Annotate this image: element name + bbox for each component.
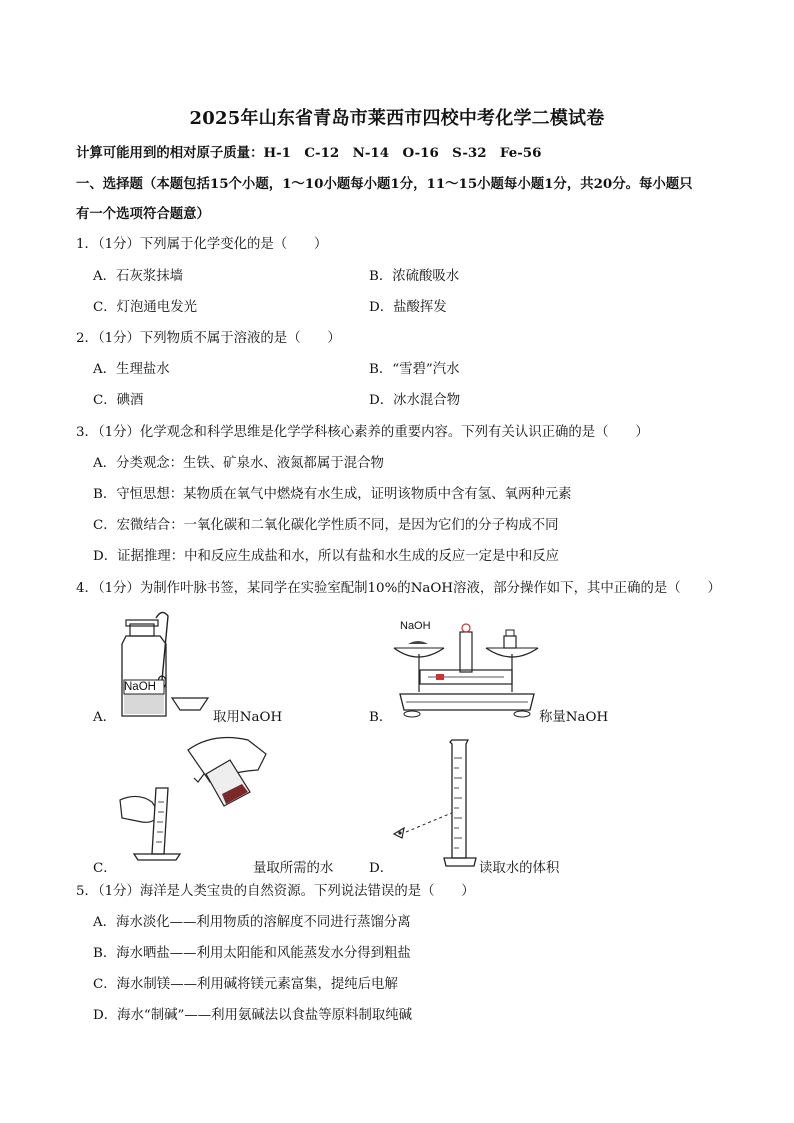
q2-option-a: A．生理盐水 — [93, 362, 170, 377]
section-heading-line2: 有一个选项符合题意） — [76, 206, 210, 222]
q5-option-a: A．海水淡化——利用物质的溶解度不同进行蒸馏分离 — [93, 915, 411, 930]
q3-option-c: C．宏微结合：一氧化碳和二氧化碳化学性质不同，是因为它们的分子构成不同 — [93, 518, 559, 533]
q4-option-d-caption: 读取水的体积 — [479, 861, 560, 876]
q5-option-d: D．海水“制碱”——利用氨碱法以食盐等原料制取纯碱 — [93, 1008, 413, 1023]
q4-option-d-letter: D． — [369, 861, 394, 876]
q3-stem: 3．（1分）化学观念和科学思维是化学学科核心素养的重要内容。下列有关认识正确的是（ ） — [76, 425, 649, 440]
q4-option-a-caption: 取用NaOH — [213, 710, 283, 725]
q4-option-b-letter: B． — [369, 710, 393, 725]
q4-option-a-letter: A． — [93, 710, 117, 725]
q1-stem: 1．（1分）下列属于化学变化的是（ ） — [76, 237, 328, 252]
pouring-water-illustration — [118, 730, 268, 870]
q1-option-c: C．灯泡通电发光 — [93, 300, 197, 315]
q2-option-c: C．碘酒 — [93, 393, 144, 408]
q1-option-a: A．石灰浆抹墙 — [93, 269, 184, 284]
q5-option-c: C．海水制镁——利用碱将镁元素富集，提纯后电解 — [93, 977, 398, 992]
q4-option-b-caption: 称量NaOH — [539, 710, 609, 725]
q4-option-c-letter: C． — [93, 861, 117, 876]
reagent-bottle-label: NaOH — [124, 681, 156, 693]
q2-option-b: B．“雪碧”汽水 — [369, 362, 460, 377]
reagent-bottle-illustration — [112, 610, 212, 722]
q1-option-b: B．浓硫酸吸水 — [369, 269, 460, 284]
q3-option-d: D．证据推理：中和反应生成盐和水，所以有盐和水生成的反应一定是中和反应 — [93, 549, 560, 564]
q2-option-d: D．冰水混合物 — [369, 393, 461, 408]
q5-option-b: B．海水晒盐——利用太阳能和风能蒸发水分得到粗盐 — [93, 946, 411, 961]
exam-title: 2025年山东省青岛市莱西市四校中考化学二模试卷 — [189, 108, 605, 129]
section-heading-line1: 一、选择题（本题包括15个小题，1～10小题每小题1分，11～15小题每小题1分，共20分。每小题只 — [76, 176, 693, 192]
q3-option-a: A．分类观念：生铁、矿泉水、液氮都属于混合物 — [93, 456, 384, 471]
q2-stem: 2．（1分）下列物质不属于溶液的是（ ） — [76, 331, 341, 346]
balance-illustration — [392, 618, 542, 720]
q4-stem: 4．（1分）为制作叶脉书签，某同学在实验室配制10%的NaOH溶液，部分操作如下，其中正确的是（ ） — [76, 581, 721, 596]
q5-stem: 5．（1分）海洋是人类宝贵的自然资源。下列说法错误的是（ ） — [76, 884, 475, 899]
q3-option-b: B．守恒思想：某物质在氧气中燃烧有水生成，证明该物质中含有氢、氧两种元素 — [93, 487, 572, 502]
atomic-masses: 计算可能用到的相对原子质量：H-1 C-12 N-14 O-16 S-32 Fe-56 — [76, 145, 542, 161]
reading-volume-illustration — [388, 738, 488, 870]
balance-pan-label: NaOH — [400, 620, 431, 632]
q1-option-d: D．盐酸挥发 — [369, 300, 447, 315]
q4-option-c-caption: 量取所需的水 — [253, 861, 334, 876]
